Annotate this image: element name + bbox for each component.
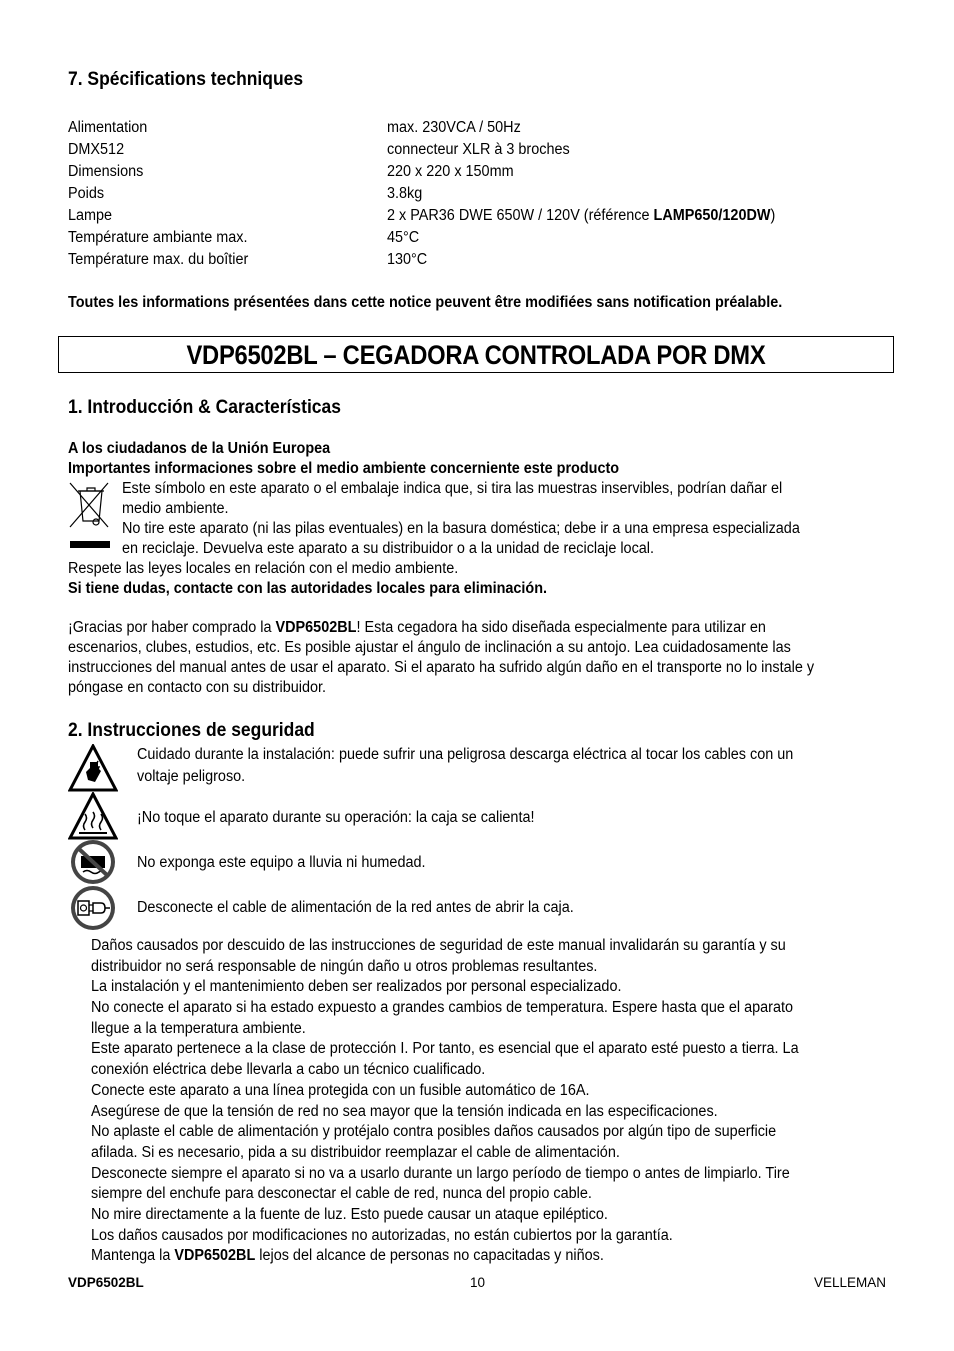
- safety-instructions-list: [91, 936, 891, 1267]
- hot-surface-warning-icon: [68, 792, 118, 840]
- list-item: conexión eléctrica debe llevarla a cabo un técnico cualificado.: [91, 1061, 486, 1079]
- list-item: Desconecte siempre el aparato si no va a usarlo durante un largo período de tiempo o antes de limpiarlo. Tire: [91, 1164, 790, 1182]
- no-rain-humidity-icon: [68, 838, 118, 886]
- warning-item: Desconecte el cable de alimentación de la red antes de abrir la caja.: [68, 884, 886, 932]
- list-item: siempre del enchufe para desconectar el cable de red, nunca del propio cable.: [91, 1185, 592, 1203]
- list-item: Daños causados por descuido de las instrucciones de seguridad de este manual invalidarán su garantía y su: [91, 937, 786, 954]
- warning-item: ¡No toque el aparato durante su operación: la caja se calienta!: [68, 792, 886, 838]
- list-item: Conecte este aparato a una línea protegida con un fusible automático de 16A.: [91, 1081, 590, 1099]
- footer-model: VDP6502BL: [68, 1275, 144, 1290]
- list-item: Mantenga la VDP6502BL lejos del alcance de personas no capacitadas y niños.: [91, 1247, 604, 1265]
- product-title: VDP6502BL – CEGADORA CONTROLADA POR DMX: [186, 339, 766, 370]
- spec-row: Alimentation max. 230VCA / 50Hz: [68, 119, 521, 136]
- eu-title: A los ciudadanos de la Unión Europea: [68, 440, 331, 457]
- spec-row: Température max. du boîtier 130°C: [68, 251, 428, 268]
- list-item: distribuidor no será responsable de ningún daño u otros problemas resultantes.: [91, 957, 598, 975]
- page-number: 10: [470, 1275, 486, 1290]
- product-title-banner: [58, 336, 894, 373]
- list-item: Los daños causados por modificaciones no autorizadas, no están cubiertos por la garantía.: [91, 1226, 673, 1244]
- spec-row: Lampe 2 x PAR36 DWE 650W / 120V (référence LAMP650/120DW): [68, 207, 776, 224]
- specs-table: [68, 117, 886, 271]
- intro-paragraph: ¡Gracias por haber comprado la VDP6502BL! Esta cegadora ha sido diseñada especialmente para utilizar en escenarios, clubes, estudios, etc. Es posible ajustar el ángulo de inclinación a su antojo. Lea cuidadosamente las instrucciones del manual antes de usar el aparato. Si el aparato ha sufrido algún daño en el transporte no lo instale y póngase en contacto con su distribuidor.: [68, 619, 815, 696]
- list-item: No conecte el aparato si ha estado expuesto a grandes cambios de temperatura. Espere hasta que el aparato: [91, 999, 793, 1017]
- list-item: afilada. Si es necesario, pida a su distribuidor reemplazar el cable de alimentación.: [91, 1143, 620, 1161]
- list-item: Este aparato pertenece a la clase de protección I. Por tanto, es esencial que el aparato esté puesto a tierra. La: [91, 1040, 799, 1058]
- warning-item: No exponga este equipo a lluvia ni humedad.: [68, 838, 886, 884]
- list-item: No mire directamente a la fuente de luz. Esto puede causar un ataque epiléptico.: [91, 1205, 608, 1223]
- section2-heading: 2. Instrucciones de seguridad: [68, 720, 315, 741]
- list-item: No aplaste el cable de alimentación y protéjalo contra posibles daños causados por algún tipo de superficie: [91, 1123, 777, 1141]
- spec-row: Dimensions 220 x 220 x 150mm: [68, 163, 514, 180]
- eu-subtitle: Importantes informaciones sobre el medio ambiente concerniente este producto: [68, 460, 620, 477]
- footer-brand: VELLEMAN: [813, 1275, 886, 1290]
- electric-shock-warning-icon: [68, 744, 118, 792]
- section1-heading: 1. Introducción & Características: [68, 397, 341, 418]
- list-item: Asegúrese de que la tensión de red no sea mayor que la tensión indicada en las especificaciones.: [91, 1102, 718, 1120]
- spec-row: DMX512 connecteur XLR à 3 broches: [68, 141, 570, 158]
- list-item: llegue a la temperatura ambiente.: [91, 1019, 306, 1037]
- specs-heading: 7. Spécifications techniques: [68, 69, 304, 90]
- spec-row: Poids 3.8kg: [68, 185, 423, 202]
- eu-environment-block: A los ciudadanos de la Unión Europea Importantes informaciones sobre el medio ambiente concerniente este producto Este símbolo en este aparato o el embalaje indica que, si tira las muestras inservibles, podrían dañar el medio ambiente. No tire este aparato (ni las pilas eventuales) en la basura doméstica; debe ir a una empresa especializada en reciclaje. Devuelva este aparato a su distribuidor o a la unidad de reciclaje local. Respete las leyes locales en relación con el medio ambiente. Si tiene dudas, contacte con las autoridades locales para eliminación.: [68, 439, 886, 599]
- specs-notice: Toutes les informations présentées dans cette notice peuvent être modifiées sans notification préalable.: [68, 294, 783, 311]
- warning-item: Cuidado durante la instalación: puede sufrir una peligrosa descarga eléctrica al tocar los cables con un voltaje peligroso.: [68, 744, 886, 792]
- unplug-before-opening-icon: [68, 884, 118, 932]
- spec-row: Température ambiante max. 45°C: [68, 229, 420, 246]
- list-item: La instalación y el mantenimiento deben ser realizados por personal especializado.: [91, 978, 622, 996]
